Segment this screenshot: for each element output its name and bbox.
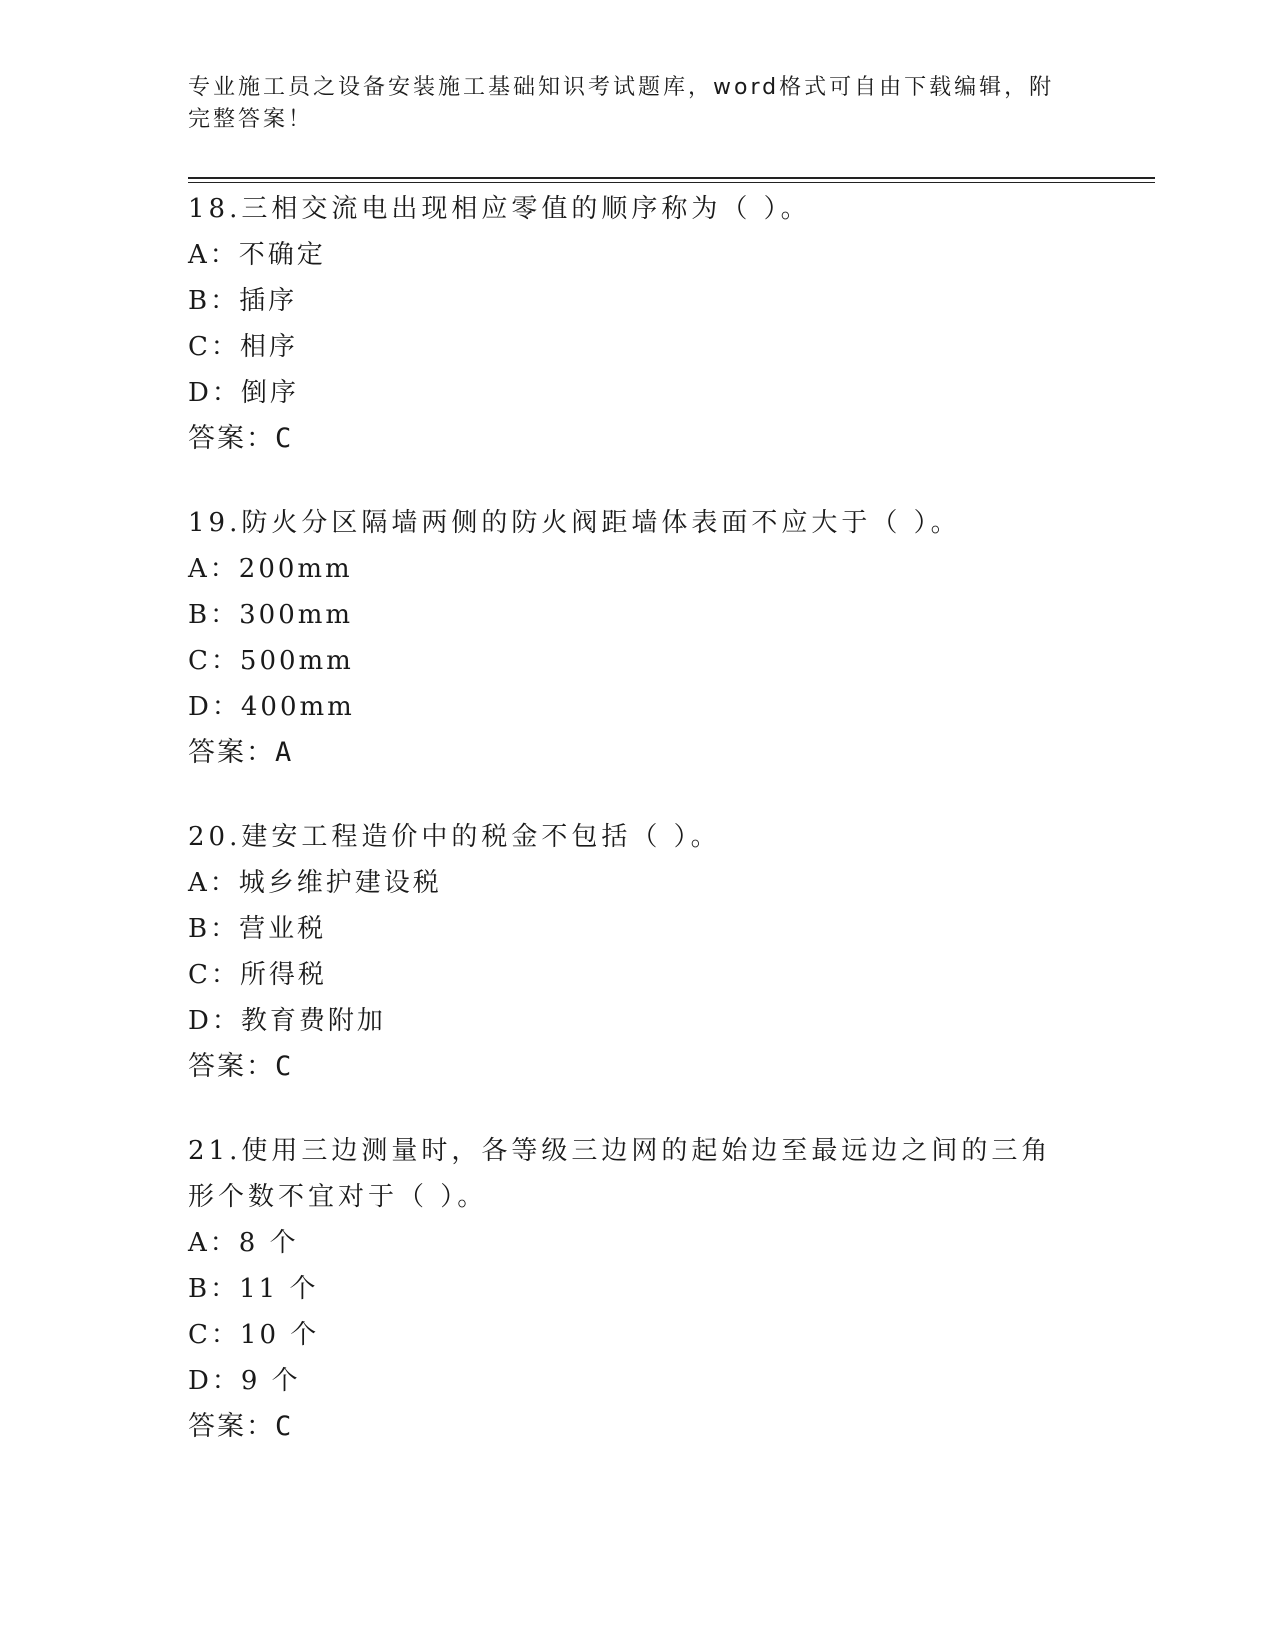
document-header: 专业施工员之设备安装施工基础知识考试题库，word格式可自由下载编辑，附完整答案！ (188, 75, 1055, 132)
option-key: B： (188, 1274, 240, 1304)
option-c (188, 324, 1088, 370)
option-c (188, 638, 1088, 684)
header-divider-thick (188, 177, 1155, 179)
answer-label: 答案： (188, 737, 275, 768)
option-a (188, 1220, 1068, 1266)
answer-value: C (275, 1411, 294, 1442)
question-19 (188, 500, 1088, 776)
option-text: 教育费附加 (240, 1006, 386, 1036)
answer-line (188, 416, 1088, 462)
option-b (188, 592, 1088, 638)
option-key: C： (188, 332, 240, 362)
option-text: 相序 (239, 332, 298, 362)
option-key: A： (188, 240, 239, 270)
question-stem: 21.使用三边测量时，各等级三边网的起始边至最远边之间的三角形个数不宜对于（ ）。 (188, 1136, 1052, 1212)
option-text: 400mm (240, 692, 355, 722)
option-d (188, 370, 1088, 416)
option-text: 11 个 (239, 1274, 319, 1304)
option-text: 9 个 (240, 1366, 301, 1396)
option-c (188, 1312, 1068, 1358)
answer-label: 答案： (188, 1051, 275, 1082)
option-a (188, 860, 1088, 906)
option-b (188, 906, 1088, 952)
option-key: A： (188, 868, 239, 898)
answer-line (188, 1404, 1068, 1450)
answer-value: C (275, 1051, 294, 1082)
option-key: B： (188, 286, 240, 316)
option-text: 10 个 (239, 1320, 320, 1350)
question-21 (188, 1128, 1068, 1450)
question-stem: 20.建安工程造价中的税金不包括（ ）。 (188, 822, 721, 852)
option-key: C： (188, 646, 240, 676)
option-key: B： (188, 914, 240, 944)
question-stem: 18.三相交流电出现相应零值的顺序称为（ ）。 (188, 194, 811, 224)
question-20 (188, 814, 1088, 1090)
option-text: 300mm (239, 600, 354, 630)
question-18 (188, 186, 1088, 462)
option-key: A： (188, 554, 239, 584)
option-key: C： (188, 1320, 240, 1350)
option-text: 所得税 (239, 960, 327, 990)
option-d (188, 1358, 1068, 1404)
option-key: D： (188, 1006, 241, 1036)
option-b (188, 278, 1088, 324)
option-text: 倒序 (240, 378, 299, 408)
option-key: D： (188, 1366, 241, 1396)
option-text: 不确定 (238, 240, 326, 270)
option-d (188, 684, 1088, 730)
option-a (188, 546, 1088, 592)
option-key: A： (188, 1228, 239, 1258)
question-stem: 19.防火分区隔墙两侧的防火阀距墙体表面不应大于（ ）。 (188, 508, 961, 538)
answer-value: C (275, 423, 294, 454)
header-divider-thin (188, 182, 1155, 183)
answer-line (188, 730, 1088, 776)
option-text: 营业税 (239, 914, 327, 944)
option-d (188, 998, 1088, 1044)
option-c (188, 952, 1088, 998)
option-key: C： (188, 960, 240, 990)
option-key: D： (188, 692, 241, 722)
option-text: 8 个 (238, 1228, 299, 1258)
option-b (188, 1266, 1068, 1312)
answer-value: A (275, 737, 294, 768)
answer-label: 答案： (188, 423, 275, 454)
option-text: 插序 (239, 286, 298, 316)
option-text: 城乡维护建设税 (238, 868, 442, 898)
answer-label: 答案： (188, 1411, 275, 1442)
answer-line (188, 1044, 1088, 1090)
option-text: 200mm (238, 554, 353, 584)
option-key: B： (188, 600, 240, 630)
option-a (188, 232, 1088, 278)
option-key: D： (188, 378, 241, 408)
option-text: 500mm (239, 646, 354, 676)
